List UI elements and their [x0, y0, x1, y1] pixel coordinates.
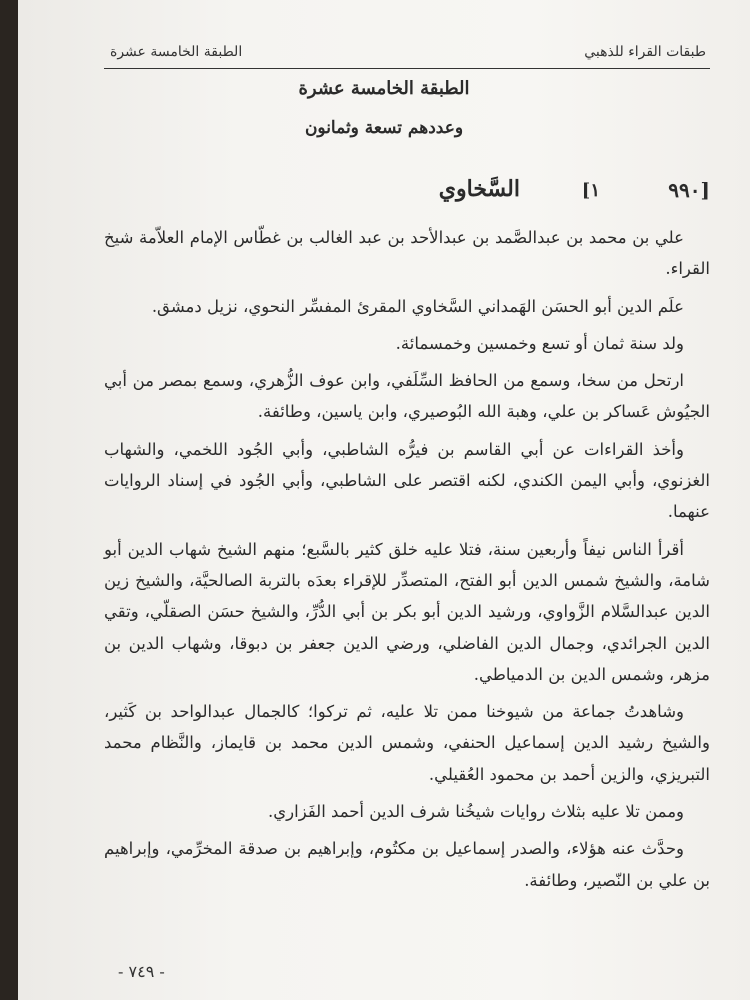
running-head-book-title: طبقات القراء للذهبي: [584, 44, 706, 60]
entry-bracket-number: ١]: [581, 180, 600, 201]
paragraph: وممن تلا عليه بثلاث روايات شيخُنا شرف الدين أحمد الفَزاري.: [268, 802, 684, 822]
entry-number: [٩٩٠: [668, 178, 710, 202]
layer-count: وعددهم تسعة وثمانون: [304, 118, 464, 138]
layer-title: الطبقة الخامسة عشرة: [298, 78, 470, 99]
entry-name: السَّخاوي: [438, 176, 520, 202]
paragraph: علَم الدين أبو الحسَن الهَمداني السَّخاوي المقرئ المفسِّر النحوي، نزيل دمشق.: [151, 296, 684, 316]
paragraph: وشاهدتُ جماعة من شيوخنا ممن تلا عليه، ثم تركوا؛ كالجمال عبدالواحد بن كَثير، والشيخ رشيد الدين إسماعيل الحنفي، وشمس الدين محمد بن قايماز، والنَّظام محمد التبريزي، والزين أحمد بن محمود العُقيلي.: [104, 702, 710, 784]
paragraph: وحدَّث عنه هؤلاء، والصدر إسماعيل بن مكتُوم، وإبراهيم بن صدقة المخرِّمي، وإبراهيم بن علي بن النّصير، وطائفة.: [104, 839, 710, 890]
page-number: - ٧٤٩ -: [118, 962, 165, 981]
paragraph: ولد سنة ثمان أو تسع وخمسين وخمسمائة.: [395, 333, 684, 353]
paragraph: ارتحل من سخا، وسمع من الحافظ السِّلَفي، وابن عوف الزُّهري، وسمع بمصر من أبي الجيُوش عَساكر بن علي، وهبة الله البُوصيري، وابن ياسين، وطائفة.: [104, 371, 710, 422]
running-head: [110, 44, 706, 66]
book-page: [18, 0, 750, 1000]
running-head-section: الطبقة الخامسة عشرة: [110, 44, 243, 60]
paragraph: علي بن محمد بن عبدالصَّمد بن عبدالأحد بن عبد الغالب بن غطّاس الإمام العلاّمة شيخ القراء.: [104, 228, 710, 279]
entry-heading: [104, 176, 710, 206]
header-rule: [104, 68, 710, 69]
paragraph: أقرأ الناس نيفاً وأربعين سنة، فتلا عليه خلق كثير بالسَّبع؛ منهم الشيخ شهاب الدين أبو شامة، والشيخ شمس الدين أبو الفتح، المتصدِّر للإقراء بعدَه بالتربة الصالحيَّة، والشيخ زين الدين عبدالسَّلام الزَّواوي، ورشيد الدين أبو بكر بن أبي الدُّرِّ، والشيخ حسَن الصقلّي، وتقي الدين الجرائدي، وجمال الدين الفاضلي، ورضي الدين جعفر بن دبوقا، وشهاب الدين بن مزهر، وشمس الدين بن الدمياطي.: [104, 539, 710, 684]
paragraph: وأخذ القراءات عن أبي القاسم بن فيرُّه الشاطبي، وأبي الجُود اللخمي، والشهاب الغزنوي، وأبي اليمن الكندي، لكنه اقتصر على الشاطبي، وأبي الجُود في إسناد الروايات عنهما.: [104, 439, 710, 522]
entry-body: [104, 222, 710, 902]
